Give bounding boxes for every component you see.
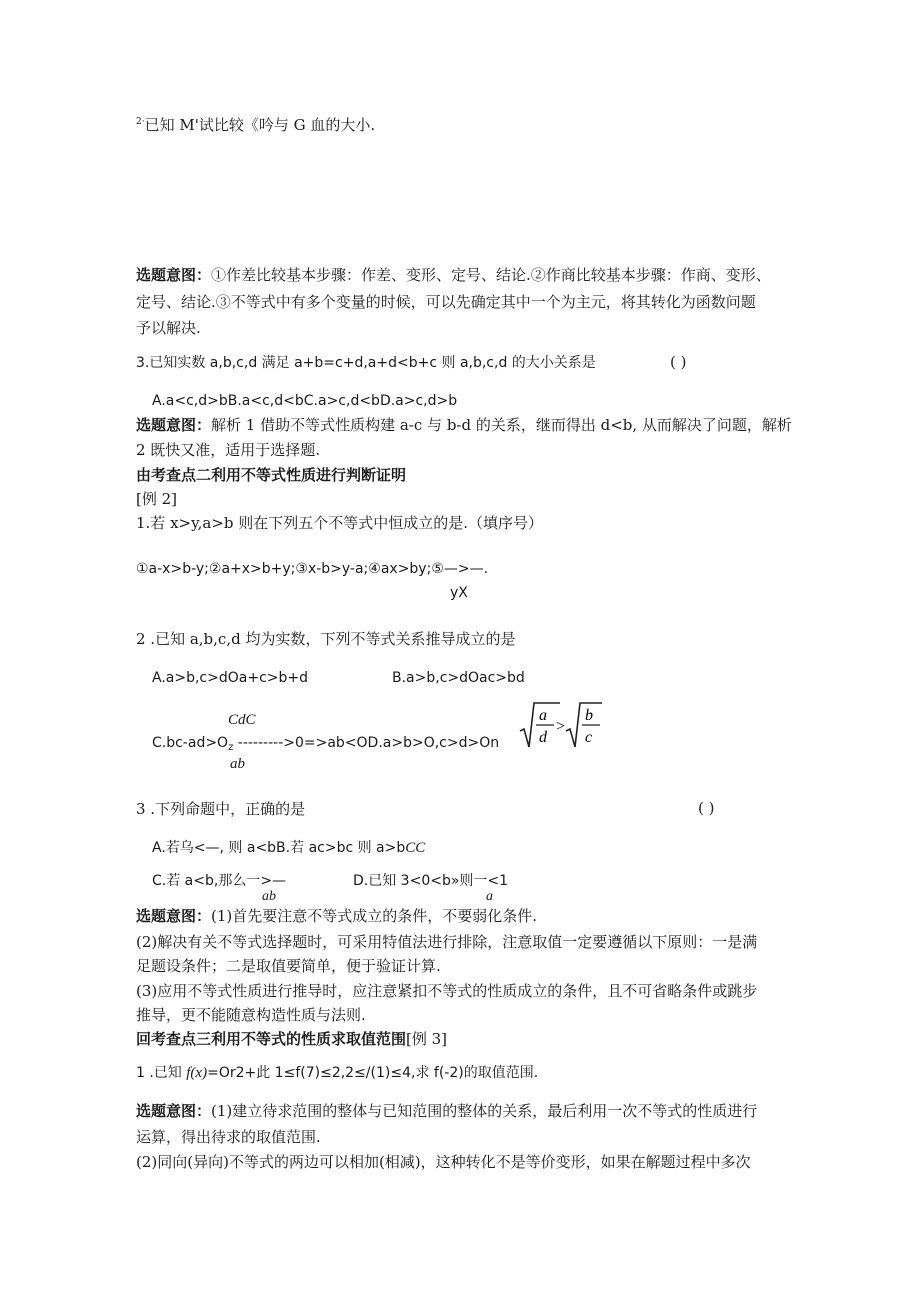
q2-option-b: B.a>b,c>dOac>bd — [392, 670, 525, 686]
example-3-label: [例 3] — [406, 1030, 448, 1048]
intent-4-line-1: 选题意图：(1)建立待求范围的整体与已知范围的整体的关系，最后利用一次不等式的性质进行 — [136, 1102, 758, 1120]
q2-option-c: $C.bc-ad>O_z$ --------->0=>ab<OD.a>b>O,c>d>On — [152, 735, 500, 753]
intent-4-line-3: (2)同向(异向)不等式的两边可以相加(相减)，这种转化不是等价变形，如果在解题过程中多次 — [136, 1153, 751, 1171]
intent-3-line-2: (2)解决有关不等式选择题时，可采用特值法进行排除，注意取值一定要遵循以下原则：一是满 — [136, 933, 758, 951]
intent-1-line-1: 选题意图：①作差比较基本步骤：作差、变形、定号、结论.②作商比较基本步骤：作商、变形、 — [136, 266, 771, 284]
q3-option-d: D.已知 3<0<b»则一<1 — [353, 873, 509, 889]
intent-1-line-2: 定号、结论.③不等式中有多个变量的时候，可以先确定其中一个为主元，将其转化为函数问题 — [136, 293, 756, 311]
example-2-question-3: 3 .下列命题中，正确的是 — [136, 800, 306, 818]
example-2-question-2: 2 .已知 a,b,c,d 均为实数，下列不等式关系推导成立的是 — [136, 630, 516, 648]
intent-1-line-3: 予以解决. — [136, 319, 201, 337]
q2-text: 已知 M'试比较《吟与 G 血的大小. — [144, 116, 376, 134]
intent-3-line-1: 选题意图：(1)首先要注意不等式成立的条件，不要弱化条件. — [136, 907, 538, 925]
answer-bracket: ( ) — [698, 799, 715, 817]
sqrt-c: c — [585, 729, 593, 746]
intent-3-line-5: 推导，更不能随意构造性质与法则. — [136, 1006, 366, 1024]
q2-fraction-numerator: CdC — [228, 712, 256, 728]
intent-2-line-2: 2 既快又准，适用于选择题. — [136, 441, 321, 459]
section-3-title: 回考查点三利用不等式的性质求取值范围[例 3] — [136, 1030, 448, 1048]
sqrt-inequality-formula — [518, 699, 602, 751]
sqrt-a: a — [539, 707, 547, 724]
q1-fraction-denominator: yX — [450, 585, 468, 601]
intent-2-line-1: 选题意图：解析 1 借助不等式性质构建 a-c 与 b-d 的关系，继而得出 d<b, 从而解决了问题，解析 — [136, 416, 792, 434]
sqrt-d: d — [539, 729, 547, 746]
section-2-title: 由考查点二利用不等式性质进行判断证明 — [136, 466, 407, 484]
example-2-question-1: 1.若 x>y,a>b 则在下列五个不等式中恒成立的是.（填序号） — [136, 514, 544, 532]
sqrt-b: b — [585, 707, 593, 724]
q3-option-c: C.若 a<b,那么一>— — [152, 873, 287, 889]
q3-option-ab: A.若乌<—, 则 a<bB.若 ac>bc 则 a>bCC — [152, 840, 426, 856]
q3-option-c-denominator: ab — [262, 889, 276, 904]
intent-3-line-3: 足题设条件；二是取值要简单，便于验证计算. — [136, 957, 441, 975]
intent-label: 选题意图： — [136, 266, 212, 284]
example-3-question-1: 1 .已知 f(x)=Or2+此 1≤f(7)≤2,2≤/(1)≤4,求 f(-2)的取值范围. — [136, 1065, 539, 1081]
question-3: 3.已知实数 a,b,c,d 满足 a+b=c+d,a+d<b+c 则 a,b,c,d 的大小关系是 — [136, 355, 596, 371]
q2-number: 2· — [136, 117, 145, 127]
answer-bracket: ( ) — [670, 353, 687, 371]
q3-options: A.a<c,d>bB.a<c,d<bC.a>c,d<bD.a>c,d>b — [152, 393, 458, 409]
q2-option-a: A.a>b,c>dOa+c>b+d — [152, 670, 309, 686]
example-2-label: [例 2] — [136, 490, 178, 508]
q3-option-d-denominator: a — [486, 889, 493, 904]
example-2-q1-options: ①a-x>b-y;②a+x>b+y;③x-b>y-a;④ax>by;⑤—>—. — [136, 561, 489, 577]
intent-3-line-4: (3)应用不等式性质进行推导时，应注意紧扣不等式的性质成立的条件，且不可省略条件或跳步 — [136, 982, 758, 1000]
intent-4-line-2: 运算，得出待求的取值范围. — [136, 1128, 321, 1146]
q2-fraction-denominator: ab — [230, 756, 245, 772]
greater-than: > — [556, 718, 566, 735]
question-2 — [136, 112, 375, 135]
